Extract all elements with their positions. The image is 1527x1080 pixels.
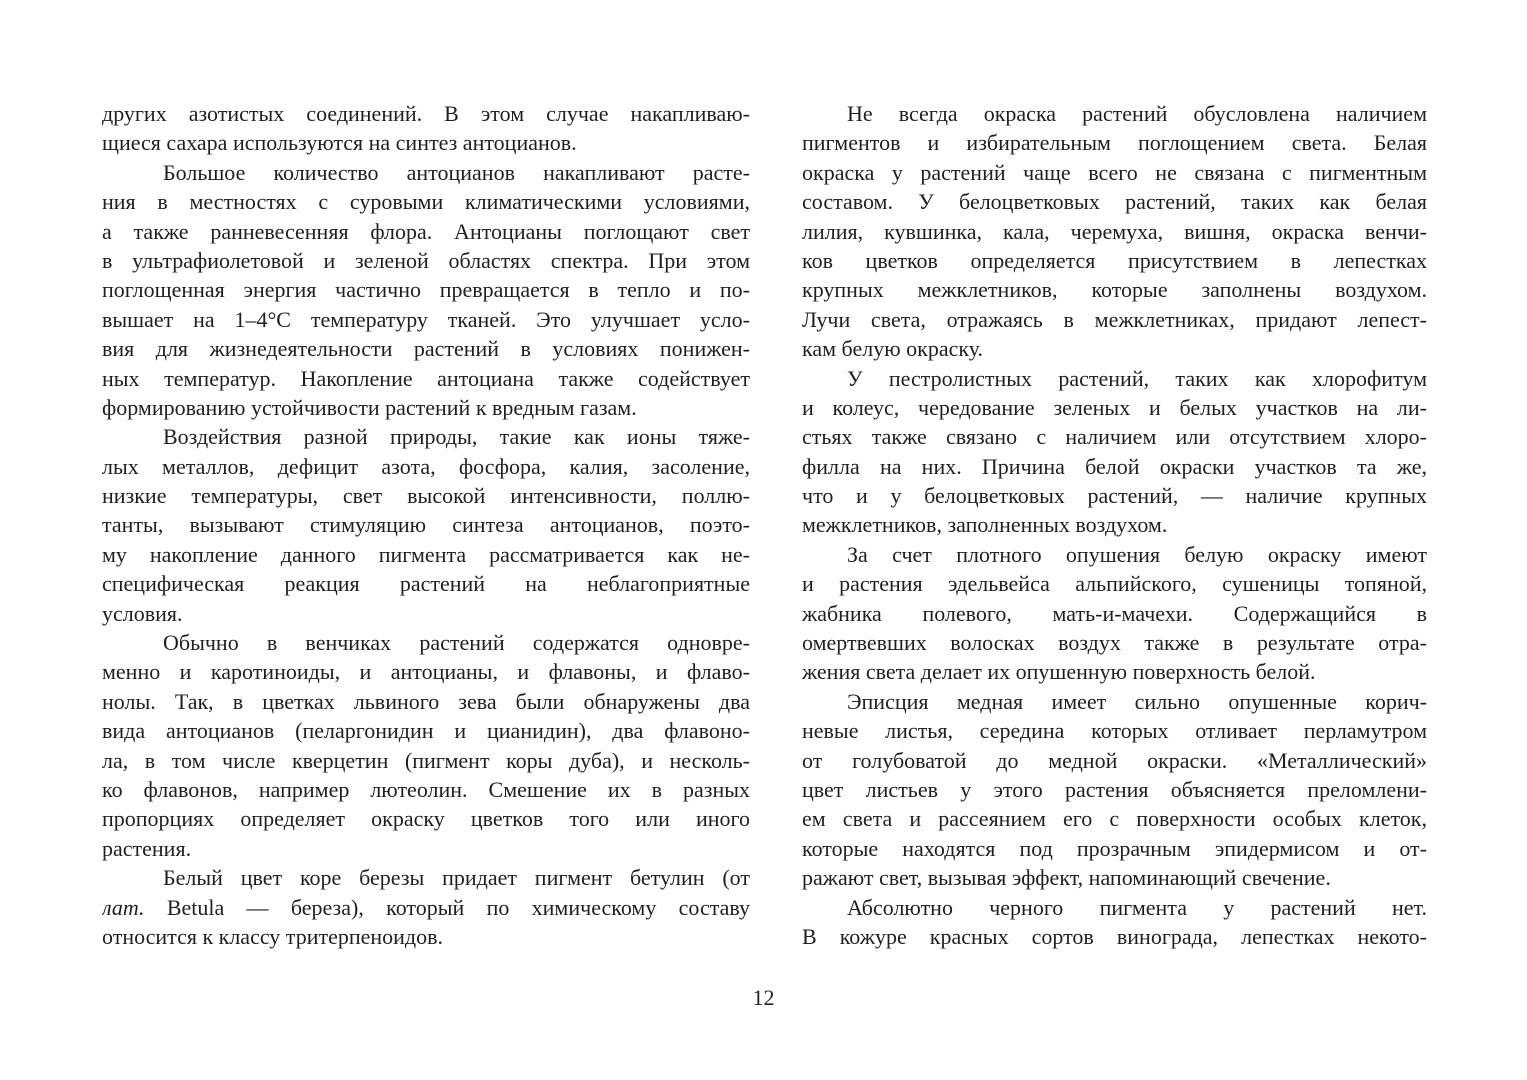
text-line: ков цветков определяется присутствием в лепестках — [802, 247, 1427, 273]
text-line: Эписция медная имеет сильно опушенные корич- — [847, 688, 1427, 714]
italic-text-segment: лат. — [102, 894, 145, 920]
text-line: жения света делает их опушенную поверхность белой. — [802, 659, 1316, 685]
text-line: менно и каротиноиды, и антоцианы, и флавоны, и флаво- — [102, 659, 750, 685]
text-line: жабника полевого, мать-и-мачехи. Содержащийся в — [802, 600, 1427, 626]
text-line: окраска у растений чаще всего не связана с пигментным — [802, 159, 1427, 185]
text-line: щиеся сахара используются на синтез антоцианов. — [102, 130, 577, 156]
text-line: За счет плотного опушения белую окраску имеют — [847, 541, 1427, 567]
text-line: и колеус, чередование зеленых и белых участков на ли- — [802, 394, 1427, 420]
text-line: Не всегда окраска растений обусловлена наличием — [847, 101, 1427, 126]
text-line: ражают свет, вызывая эффект, напоминающий свечение. — [802, 865, 1331, 891]
text-line: от голубоватой до медной окраски. «Металлический» — [802, 747, 1427, 773]
text-line: пропорциях определяет окраску цветков того или иного — [102, 806, 750, 832]
text-line: В кожуре красных сортов винограда, лепестках некото- — [802, 923, 1427, 949]
text-segment: Betula — береза), который по химическому составу — [144, 894, 750, 920]
text-line: вида антоцианов (пеларгонидин и цианидин), два флавоно- — [102, 718, 750, 744]
text-line: Лучи света, отражаясь в межклетниках, придают лепест- — [802, 306, 1427, 332]
text-column-right — [802, 99, 1427, 951]
text-line: Большое количество антоцианов накапливают расте- — [163, 159, 750, 185]
text-line: других азотистых соединений. В этом случае накапливаю- — [102, 101, 750, 126]
page-number: 12 — [752, 985, 775, 1010]
text-line: Воздействия разной природы, такие как ионы тяже- — [163, 424, 750, 450]
text-line: ко флавонов, например лютеолин. Смешение их в разных — [102, 776, 750, 802]
text-line: стьях также связано с наличием или отсутствием хлоро- — [802, 424, 1427, 450]
text-line: лилия, кувшинка, кала, черемуха, вишня, окраска венчи- — [802, 218, 1427, 244]
text-line: ла, в том числе кверцетин (пигмент коры дуба), и несколь- — [102, 747, 750, 773]
text-line: нолы. Так, в цветках львиного зева были обнаружены два — [102, 688, 750, 714]
text-line: Абсолютно черного пигмента у растений нет. — [847, 894, 1427, 920]
text-line: межклетников, заполненных воздухом. — [802, 512, 1168, 538]
text-line: и растения эдельвейса альпийского, сушеницы топяной, — [802, 571, 1427, 597]
text-line: кам белую окраску. — [802, 336, 984, 362]
text-line: омертвевших волосках воздух также в результате отра- — [802, 630, 1427, 656]
text-line: танты, вызывают стимуляцию синтеза антоцианов, поэто- — [102, 512, 750, 538]
text-line: цвет листьев у этого растения объясняется преломлени- — [802, 776, 1427, 802]
text-line: пигментов и избирательным поглощением света. Белая — [802, 130, 1427, 156]
text-line: вышает на 1–4°С температуру тканей. Это улучшает усло- — [102, 306, 750, 332]
text-line: что и у белоцветковых растений, — наличие крупных — [802, 483, 1427, 509]
text-line: Обычно в венчиках растений содержатся одновре- — [163, 630, 750, 656]
text-line: формированию устойчивости растений к вредным газам. — [102, 394, 637, 420]
text-line: в ультрафиолетовой и зеленой областях спектра. При этом — [102, 247, 750, 273]
text-line: составом. У белоцветковых растений, таких как белая — [802, 189, 1427, 215]
text-line: которые находятся под прозрачным эпидермисом и от- — [802, 835, 1427, 861]
text-line: филла на них. Причина белой окраски участков та же, — [802, 453, 1427, 479]
text-column-left — [102, 99, 750, 951]
text-line: му накопление данного пигмента рассматривается как не- — [102, 541, 750, 567]
text-line: а также ранневесенняя флора. Антоцианы поглощают свет — [102, 218, 750, 244]
text-line: ния в местностях с суровыми климатическими условиями, — [102, 189, 750, 215]
text-line: лых металлов, дефицит азота, фосфора, калия, засоление, — [102, 453, 750, 479]
text-line — [102, 893, 750, 922]
text-line: ных температур. Накопление антоциана также содействует — [102, 365, 750, 391]
text-line: специфическая реакция растений на неблагоприятные — [102, 571, 750, 597]
text-line: условия. — [102, 600, 183, 626]
text-line: У пестролистных растений, таких как хлорофитум — [847, 365, 1427, 391]
text-line: относится к классу тритерпеноидов. — [102, 923, 444, 949]
text-line: вия для жизнедеятельности растений в условиях понижен- — [102, 336, 750, 362]
text-line: Белый цвет коре березы придает пигмент бетулин (от — [163, 865, 750, 891]
text-line: крупных межклетников, которые заполнены воздухом. — [802, 277, 1427, 303]
text-line: низкие температуры, свет высокой интенсивности, поллю- — [102, 483, 750, 509]
text-line: поглощенная энергия частично превращается в тепло и по- — [102, 277, 750, 303]
text-line: невые листья, середина которых отливает перламутром — [802, 718, 1427, 744]
text-line: ем света и рассеянием его с поверхности особых клеток, — [802, 806, 1427, 832]
text-line: растения. — [102, 835, 192, 861]
